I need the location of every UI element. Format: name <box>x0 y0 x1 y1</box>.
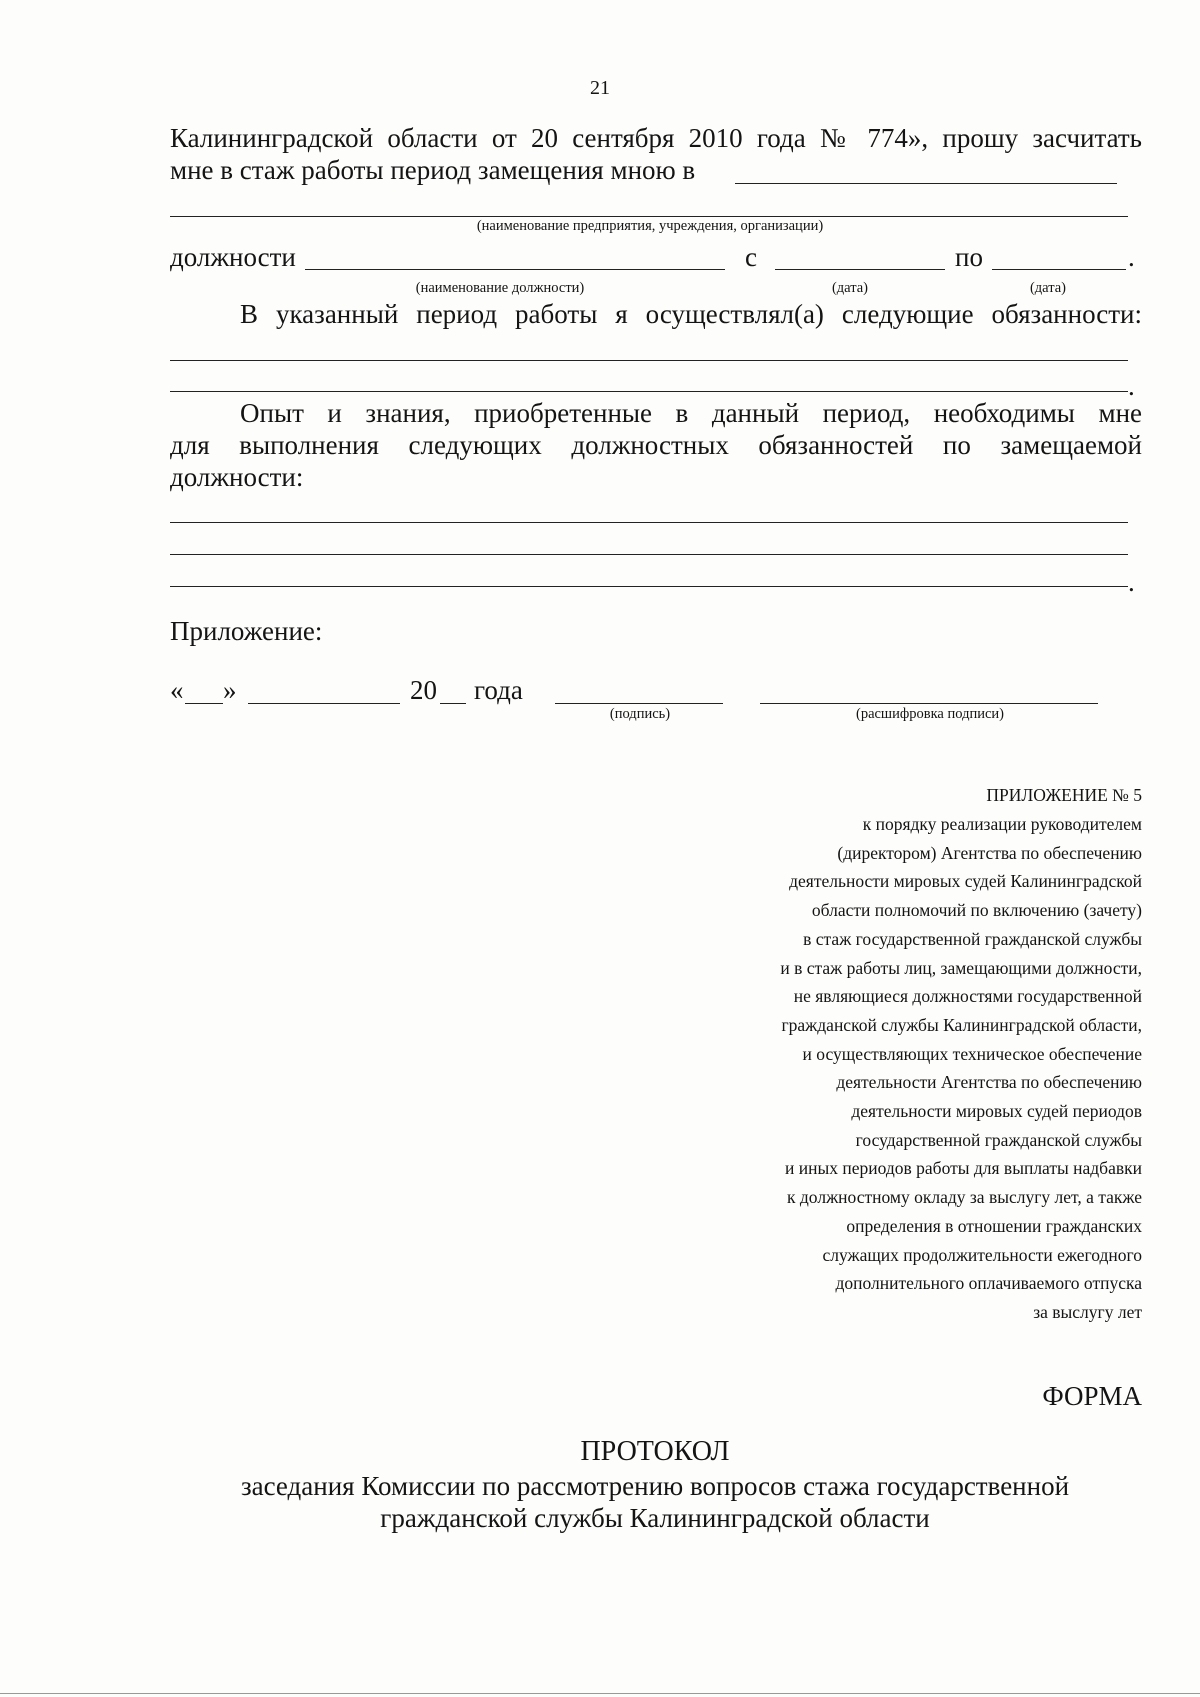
date-to-blank[interactable] <box>992 269 1126 270</box>
protocol-title: ПРОТОКОЛ <box>580 1436 730 1467</box>
appendix-line: деятельности Агентства по обеспечению <box>836 1072 1142 1093</box>
experience-blank-3[interactable] <box>170 586 1128 587</box>
application-line-1: Калининградской области от 20 сентября 2010 года № 774», прошу засчитать <box>170 123 1142 153</box>
date-quote-close: » <box>223 675 237 705</box>
signature-blank[interactable] <box>555 703 723 704</box>
experience-dot: . <box>1128 567 1135 597</box>
date-year-suffix: года <box>474 675 523 705</box>
position-label: должности <box>170 242 296 272</box>
date-from-blank[interactable] <box>775 269 945 270</box>
page-number: 21 <box>590 77 610 99</box>
duties-blank-1[interactable] <box>170 360 1128 361</box>
appendix-line: государственной гражданской службы <box>855 1129 1142 1150</box>
caption-signature-decode: (расшифровка подписи) <box>855 706 1005 722</box>
date-from-label: с <box>745 242 757 272</box>
appendix-line: служащих продолжительности ежегодного <box>822 1244 1142 1265</box>
date-day-blank[interactable] <box>185 703 223 704</box>
appendix-line: области полномочий по включению (зачету) <box>811 900 1142 921</box>
date-year-prefix: 20 <box>410 675 437 705</box>
appendix-line: к порядку реализации руководителем <box>862 814 1142 834</box>
attachment-label: Приложение: <box>170 616 323 646</box>
date-year-blank[interactable] <box>440 703 466 704</box>
appendix-title: ПРИЛОЖЕНИЕ № 5 <box>986 785 1142 805</box>
appendix-line: не являющиеся должностями государственной <box>793 986 1142 1007</box>
appendix-line: и осуществляющих техническое обеспечение <box>802 1043 1142 1064</box>
caption-signature: (подпись) <box>609 706 671 722</box>
experience-blank-1[interactable] <box>170 522 1128 523</box>
org-blank-2[interactable] <box>170 216 1128 217</box>
caption-date-from: (дата) <box>831 280 869 296</box>
page-bottom-edge <box>0 1693 1200 1694</box>
appendix-line: за выслугу лет <box>1033 1301 1142 1322</box>
appendix-line: гражданской службы Калининградской области, <box>781 1014 1142 1035</box>
appendix-line: и в стаж работы лиц, замещающими должности, <box>780 957 1142 978</box>
appendix-line: дополнительного оплачиваемого отпуска <box>835 1273 1142 1294</box>
application-line-2: мне в стаж работы период замещения мною в <box>170 155 696 185</box>
appendix-line: и иных периодов работы для выплаты надбавки <box>785 1158 1142 1179</box>
appendix-line: в стаж государственной гражданской службы <box>803 928 1142 949</box>
org-blank-1[interactable] <box>735 183 1117 184</box>
protocol-subtitle-line-1: заседания Комиссии по рассмотрению вопросов стажа государственной <box>240 1471 1070 1501</box>
experience-line-3: должности: <box>170 462 304 492</box>
signature-decode-blank[interactable] <box>760 703 1098 704</box>
position-blank[interactable] <box>305 269 725 270</box>
experience-blank-2[interactable] <box>170 554 1128 555</box>
appendix-line: деятельности мировых судей Калининградской <box>789 871 1142 892</box>
protocol-subtitle-line-2: гражданской службы Калининградской области <box>380 1503 930 1533</box>
experience-line-1: Опыт и знания, приобретенные в данный период, необходимы мне <box>240 398 1142 428</box>
appendix-line: к должностному окладу за выслугу лет, а также <box>787 1187 1142 1208</box>
appendix-line: (директором) Агентства по обеспечению <box>837 842 1142 863</box>
date-quote-open: « <box>170 675 184 705</box>
date-month-blank[interactable] <box>248 703 400 704</box>
duties-dot: . <box>1128 371 1135 401</box>
appendix-description <box>780 810 1142 1327</box>
duties-blank-2[interactable] <box>170 391 1128 392</box>
experience-line-2: для выполнения следующих должностных обязанностей по замещаемой <box>170 430 1142 460</box>
form-label: ФОРМА <box>1042 1381 1142 1411</box>
appendix-line: определения в отношении гражданских <box>846 1215 1142 1236</box>
period-dot: . <box>1128 242 1135 272</box>
caption-date-to: (дата) <box>1029 280 1067 296</box>
caption-organization: (наименование предприятия, учреждения, организации) <box>476 218 824 234</box>
date-to-label: по <box>955 242 983 272</box>
appendix-line: деятельности мировых судей периодов <box>851 1101 1142 1122</box>
caption-position: (наименование должности) <box>415 280 585 296</box>
duties-line: В указанный период работы я осуществлял(а) следующие обязанности: <box>240 299 1142 329</box>
